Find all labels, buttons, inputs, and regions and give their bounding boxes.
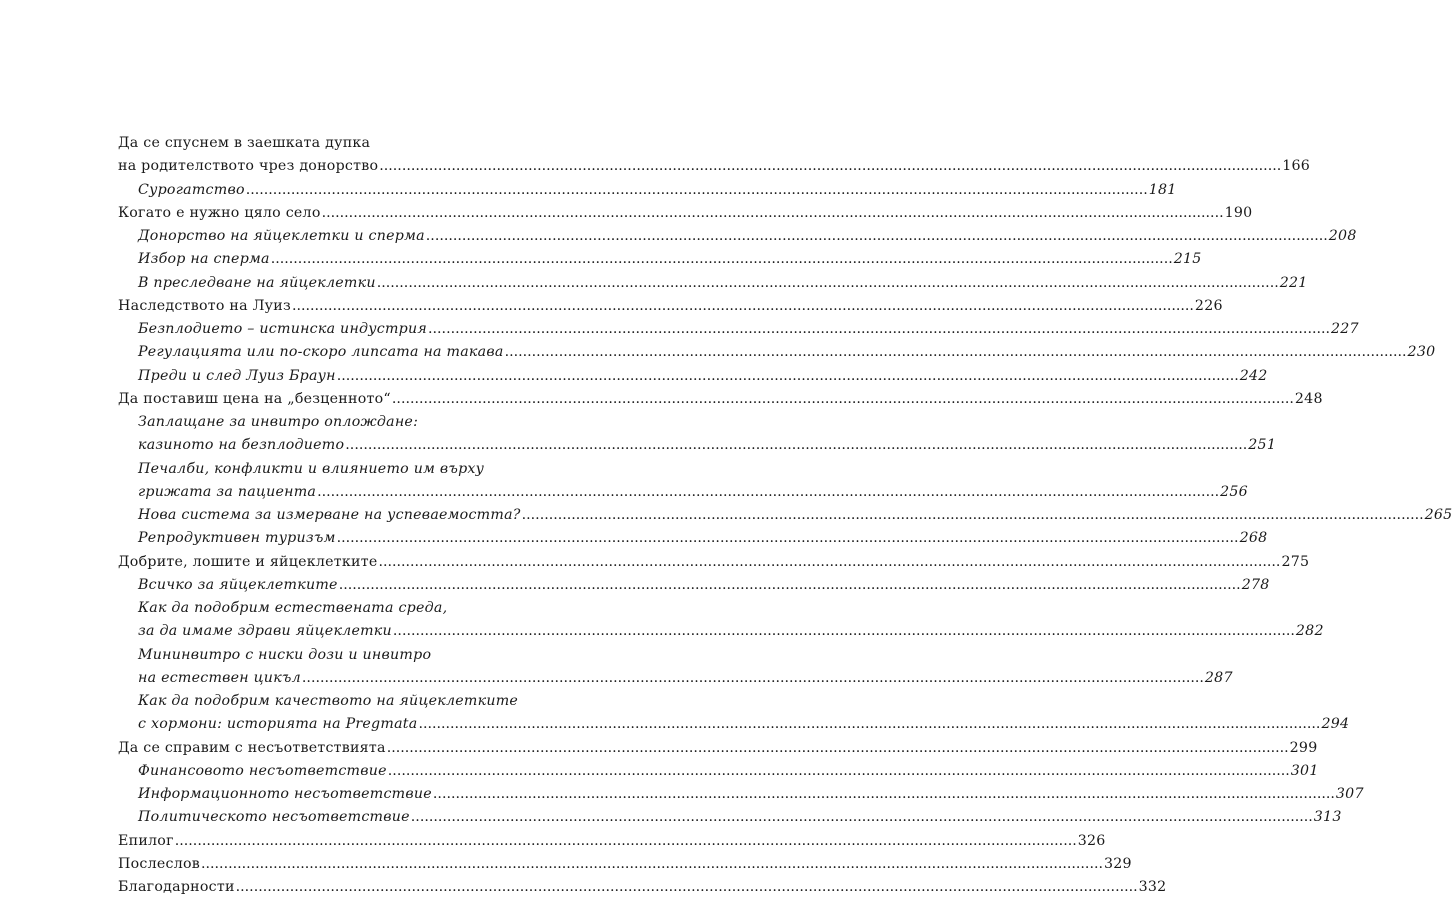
dot-leader [271, 248, 1173, 271]
dot-leader [246, 179, 1148, 202]
toc-entry-title: Епилог [118, 832, 174, 849]
toc-entry-title: Да се справим с несъответствията [118, 739, 386, 756]
toc-subsection-row [118, 481, 1248, 504]
toc-entry-title: Добрите, лошите и яйцеклетките [118, 553, 378, 570]
toc-entry-title: Донорство на яйцеклетки и сперма [138, 228, 425, 244]
toc-entry-title: Преди и след Луиз Браун [138, 367, 336, 384]
toc-chapter-row [118, 388, 1323, 411]
toc-entry-title: на родителството чрез донорство [118, 158, 379, 175]
dot-leader [175, 830, 1077, 853]
toc-entry-title: Как да подобрим естествената среда, [138, 600, 448, 616]
toc-subsection-row [118, 504, 1452, 527]
toc-page-number: 332 [1138, 879, 1167, 895]
dot-leader [418, 713, 1320, 736]
toc-page-number: 230 [1407, 344, 1436, 361]
toc-chapter-row [118, 830, 1106, 853]
toc-subsection-row [118, 783, 1364, 806]
toc-entry-title: грижата за пациента [138, 483, 317, 500]
toc-subsection-row [118, 690, 519, 713]
toc-subsection-row [118, 179, 1177, 202]
toc-subsection-row [118, 620, 1324, 643]
toc-subsection-row [118, 597, 486, 620]
toc-entry-title: Информационното несъответствие [138, 786, 432, 802]
toc-page-number: 307 [1335, 786, 1364, 802]
toc-entry-title: Мининвитро с ниски дози и инвитро [138, 646, 432, 663]
toc-entry-title: Финансовото несъответствие [138, 762, 387, 779]
toc-page-number: 268 [1239, 530, 1268, 547]
toc-subsection-row [118, 225, 1357, 248]
toc-page-number: 251 [1248, 437, 1277, 454]
dot-leader [379, 155, 1281, 178]
toc-page-number: 313 [1313, 809, 1342, 826]
dot-leader [505, 341, 1407, 364]
dot-leader [339, 574, 1241, 597]
toc-subsection-row [118, 318, 1359, 341]
toc-page-number: 301 [1290, 762, 1319, 779]
toc-page-number: 282 [1295, 623, 1324, 640]
toc-subsection-row [118, 713, 1350, 736]
toc-chapter-row [118, 853, 1132, 876]
toc-chapter-row [118, 295, 1223, 318]
toc-page-number: 227 [1331, 321, 1359, 337]
toc-entry-title: Регулацията или по-скоро липсата на такава [138, 344, 504, 361]
toc-entry-title: Как да подобрим качеството на яйцеклетките [138, 693, 519, 709]
toc-subsection-row [118, 644, 486, 667]
toc-page-number: 278 [1241, 576, 1270, 593]
toc-page-number: 275 [1281, 553, 1310, 570]
toc-subsection-row [118, 527, 1268, 550]
dot-leader [302, 667, 1204, 690]
toc-entry-title: Печалби, конфликти и влиянието им върху [138, 460, 485, 477]
toc-page-number: 329 [1103, 855, 1132, 872]
toc-entry-title: Да се спуснем в заешката дупка [118, 135, 371, 151]
toc-page-number: 208 [1328, 228, 1357, 244]
dot-leader [337, 527, 1239, 550]
dot-leader [522, 504, 1424, 527]
table-of-contents [118, 132, 1452, 899]
toc-subsection-row [118, 574, 1270, 597]
toc-entry-title: Репродуктивен туризъм [138, 530, 336, 547]
toc-subsection-row [118, 248, 1202, 271]
toc-entry-title: за да имаме здрави яйцеклетки [138, 623, 392, 640]
toc-chapter-row [118, 202, 1253, 225]
toc-subsection-row [118, 434, 1277, 457]
toc-page-number: 221 [1279, 274, 1308, 291]
toc-entry-title: Политическото несъответствие [138, 809, 410, 826]
toc-entry-title: Наследството на Луиз [118, 297, 291, 314]
toc-entry-title: Да поставиш цена на „безценното“ [118, 390, 391, 407]
dot-leader [345, 434, 1247, 457]
toc-entry-title: казиното на безплодието [138, 437, 345, 454]
dot-leader [387, 737, 1289, 760]
toc-entry-title: Благодарности [118, 879, 235, 895]
toc-page-number: 326 [1077, 832, 1106, 849]
toc-entry-title: на естествен цикъл [138, 669, 301, 686]
toc-subsection-row [118, 667, 1233, 690]
toc-entry-title: Избор на сперма [138, 251, 270, 268]
toc-chapter-row [118, 737, 1318, 760]
dot-leader [433, 783, 1335, 806]
dot-leader [377, 272, 1279, 295]
toc-subsection-row [118, 411, 486, 434]
toc-page-number: 294 [1321, 716, 1350, 733]
toc-subsection-row [118, 272, 1308, 295]
dot-leader [322, 202, 1224, 225]
dot-leader [317, 481, 1219, 504]
toc-entry-title: Нова система за измерване на успеваемостта? [138, 507, 521, 523]
dot-leader [428, 318, 1330, 341]
toc-chapter-row [118, 876, 1167, 899]
dot-leader [236, 876, 1138, 899]
dot-leader [201, 853, 1103, 876]
toc-subsection-row [118, 341, 1436, 364]
dot-leader [426, 225, 1328, 248]
toc-entry-title: Безплодието – истинска индустрия [138, 321, 428, 337]
toc-subsection-row [118, 458, 486, 481]
dot-leader [292, 295, 1194, 318]
toc-subsection-row [118, 365, 1268, 388]
dot-leader [337, 365, 1239, 388]
toc-entry-title: Всичко за яйцеклетките [138, 576, 338, 593]
dot-leader [392, 388, 1294, 411]
toc-entry-title: Сурогатство [138, 181, 245, 198]
dot-leader [388, 760, 1290, 783]
toc-page-number: 248 [1294, 390, 1323, 407]
toc-page-number: 299 [1289, 739, 1318, 756]
toc-entry-title: В преследване на яйцеклетки [138, 274, 376, 291]
toc-entry-title: Когато е нужно цяло село [118, 204, 321, 221]
toc-page-number: 226 [1194, 297, 1223, 314]
toc-chapter-row [118, 551, 1310, 574]
toc-page-number: 181 [1148, 181, 1177, 198]
toc-page-number: 287 [1204, 669, 1233, 686]
toc-subsection-row [118, 760, 1319, 783]
toc-page-number: 190 [1224, 204, 1253, 221]
dot-leader [378, 551, 1280, 574]
toc-entry-title: Заплащане за инвитро оплождане: [138, 414, 419, 430]
toc-entry-title: Послеслов [118, 855, 201, 872]
toc-page-number: 242 [1239, 367, 1268, 384]
toc-page-number: 215 [1173, 251, 1202, 268]
dot-leader [393, 620, 1295, 643]
toc-page-number: 166 [1282, 158, 1311, 175]
toc-entry-title: с хормони: историята на Pregmata [138, 716, 418, 733]
toc-chapter-row [118, 132, 486, 155]
toc-page-number: 265 [1424, 507, 1452, 523]
dot-leader [411, 806, 1313, 829]
toc-page-number: 256 [1220, 483, 1248, 500]
toc-subsection-row [118, 806, 1342, 829]
toc-chapter-row [118, 155, 1311, 178]
